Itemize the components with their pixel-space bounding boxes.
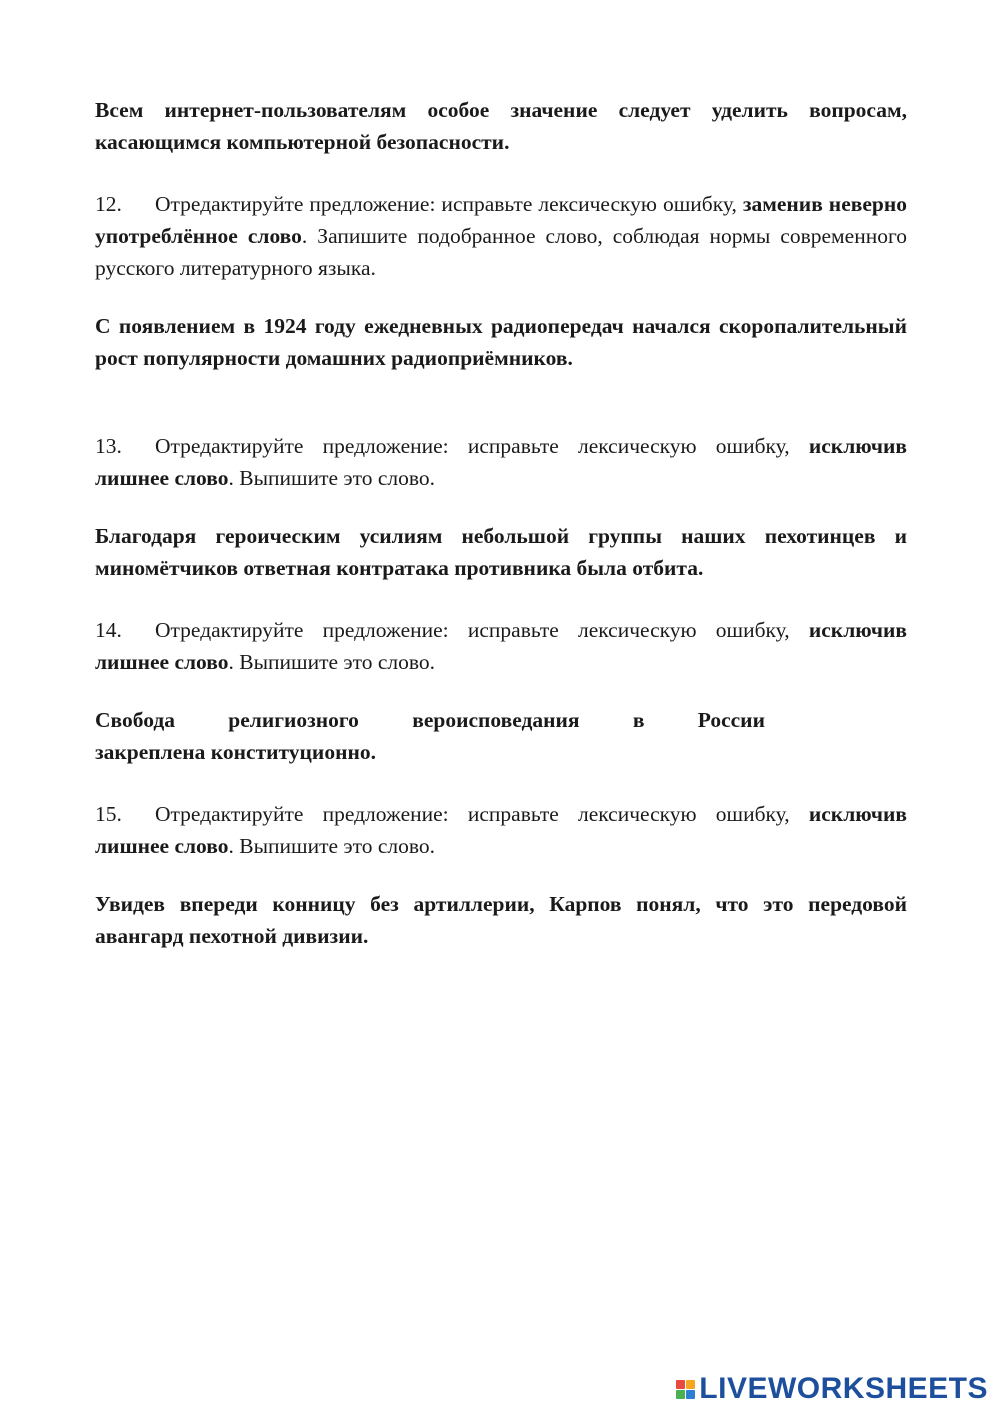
task-number: 13. bbox=[95, 434, 122, 458]
instruction-text-end: . Выпишите это слово. bbox=[228, 650, 436, 674]
instruction-text: Отредактируйте предложение: исправьте лексическую ошибку, bbox=[155, 618, 809, 642]
task-15-sentence: Увидев впереди конницу без артиллерии, Карпов понял, что это передовой авангард пехотной дивизии. bbox=[95, 892, 907, 948]
intro-sentence: Всем интернет-пользователям особое значение следует уделить вопросам, касающимся компьютерной безопасности. bbox=[95, 98, 907, 154]
instruction-text-end: . Выпишите это слово. bbox=[228, 466, 436, 490]
instruction-text-end: . Выпишите это слово. bbox=[228, 834, 436, 858]
task-14-sentence-line2: закреплена конституционно. bbox=[95, 740, 376, 764]
task-number: 15. bbox=[95, 802, 122, 826]
task-14-instruction bbox=[95, 614, 907, 678]
liveworksheets-logo[interactable] bbox=[676, 1372, 988, 1406]
task-13-instruction bbox=[95, 430, 907, 494]
task-13-sentence: Благодаря героическим усилиям небольшой группы наших пехотинцев и миномётчиков ответная контратака противника была отбита. bbox=[95, 524, 907, 580]
instruction-bold: исключив лишнее слово bbox=[95, 802, 907, 858]
task-12-sentence: С появлением в 1924 году ежедневных радиопередач начался скоропалительный рост популярности домашних радиоприёмников. bbox=[95, 314, 907, 370]
instruction-text: Отредактируйте предложение: исправьте лексическую ошибку, bbox=[155, 192, 743, 216]
task-14-sentence bbox=[95, 704, 907, 768]
logo-block-orange bbox=[686, 1380, 695, 1389]
logo-block-red bbox=[676, 1380, 685, 1389]
logo-text: LIVEWORKSHEETS bbox=[699, 1372, 988, 1405]
worksheet-page bbox=[95, 94, 907, 952]
logo-block-green bbox=[676, 1390, 685, 1399]
task-number: 12. bbox=[95, 192, 122, 216]
task-12-instruction bbox=[95, 188, 907, 284]
instruction-bold: исключив лишнее слово bbox=[95, 434, 907, 490]
sentence-word: религиозного bbox=[228, 708, 359, 732]
task-number: 14. bbox=[95, 618, 122, 642]
logo-blocks-icon bbox=[676, 1380, 695, 1399]
instruction-text: Отредактируйте предложение: исправьте лексическую ошибку, bbox=[155, 434, 809, 458]
sentence-word: Свобода bbox=[95, 708, 175, 732]
instruction-text: Отредактируйте предложение: исправьте лексическую ошибку, bbox=[155, 802, 809, 826]
instruction-bold: исключив лишнее слово bbox=[95, 618, 907, 674]
sentence-word: вероисповедания bbox=[412, 708, 580, 732]
sentence-word: России bbox=[697, 708, 765, 732]
instruction-text-end: . Запишите подобранное слово, соблюдая нормы современного русского литературного языка. bbox=[95, 224, 907, 280]
sentence-word: в bbox=[632, 708, 645, 732]
task-15-instruction bbox=[95, 798, 907, 862]
task-14-sentence-line1 bbox=[95, 704, 765, 736]
logo-block-blue bbox=[686, 1390, 695, 1399]
instruction-bold: заменив неверно употреблённое слово bbox=[95, 192, 907, 248]
